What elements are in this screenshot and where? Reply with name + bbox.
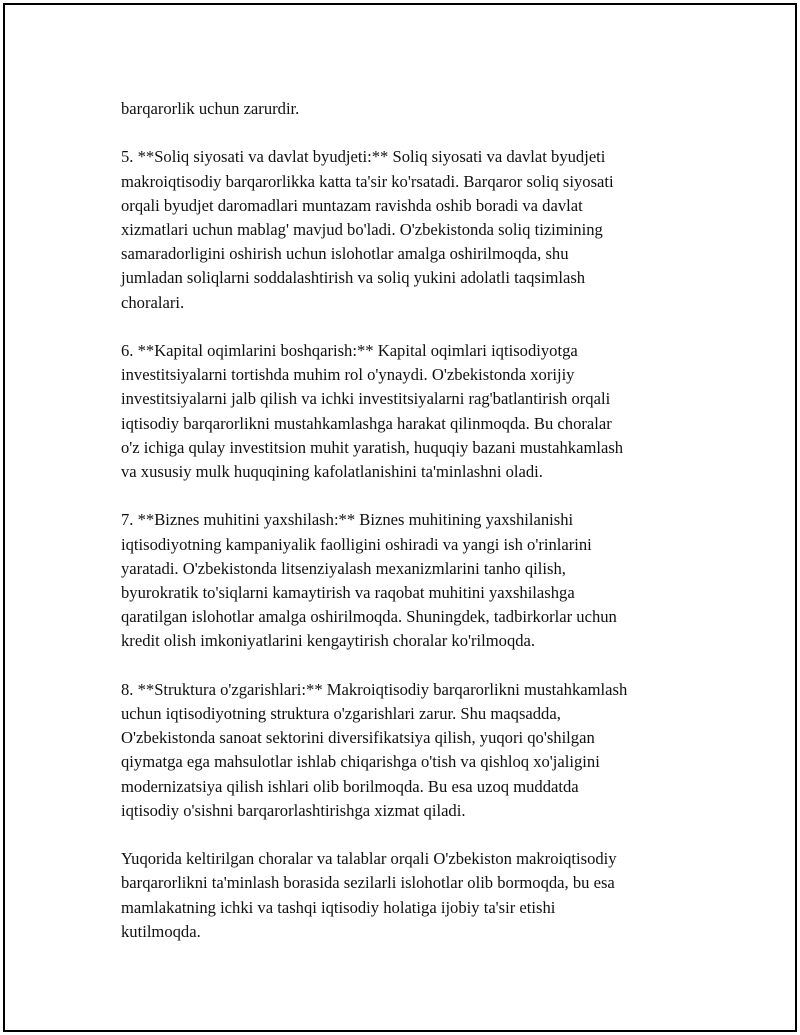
paragraph-item-7 [121,508,696,653]
text-line: O'zbekistonda sanoat sektorini diversifikatsiya qilish, yuqori qo'shilgan [121,728,595,748]
text-line: 8. **Struktura o'zgarishlari:** Makroiqtisodiy barqarorlikni mustahkamlash [121,679,628,699]
text-line: orqali byudjet daromadlari muntazam ravishda oshib boradi va davlat [121,195,583,215]
paragraph-continuation [121,97,696,121]
text-line: byurokratik to'siqlarni kamaytirish va raqobat muhitini yaxshilashga [121,583,575,603]
text-line: qiymatga ega mahsulotlar ishlab chiqarishga o'tish va qishloq xo'jaligini [121,752,600,772]
text-line: qaratilgan islohotlar amalga oshirilmoqda. Shuningdek, tadbirkorlar uchun [121,607,617,627]
paragraph-conclusion [121,847,696,944]
text-line: modernizatsiya qilish ishlari olib borilmoqda. Bu esa uzoq muddatda [121,776,579,796]
text-line: yaratadi. O'zbekistonda litsenziyalash mexanizmlarini tanho qilish, [121,558,566,578]
text-line: va xususiy mulk huquqining kafolatlanishini ta'minlashni oladi. [121,462,543,482]
text-line: 7. **Biznes muhitini yaxshilash:** Biznes muhitining yaxshilanishi [121,510,574,530]
text-line: barqarorlik uchun zarurdir. [121,99,300,118]
text-line: choralari. [121,292,185,312]
text-line: jumladan soliqlarni soddalashtirish va soliq yukini adolatli taqsimlash [121,268,586,288]
text-line: kredit olish imkoniyatlarini kengaytirish choralar ko'rilmoqda. [121,631,536,651]
text-line: samaradorligini oshirish uchun islohotlar amalga oshirilmoqda, shu [121,244,569,264]
text-line: 5. **Soliq siyosati va davlat byudjeti:** Soliq siyosati va davlat byudjeti [121,147,606,167]
text-line: makroiqtisodiy barqarorlikka katta ta'sir ko'rsatadi. Barqaror soliq siyosati [121,171,614,191]
text-line: barqarorlikni ta'minlash borasida sezilarli islohotlar olib bormoqda, bu esa [121,873,615,893]
text-line: o'z ichiga qulay investitsion muhit yaratish, huquqiy bazani mustahkamlash [121,437,624,457]
text-line: uchun iqtisodiyotning struktura o'zgarishlari zarur. Shu maqsadda, [121,704,561,724]
paragraph-item-5 [121,145,696,314]
text-line: 6. **Kapital oqimlarini boshqarish:** Kapital oqimlari iqtisodiyotga [121,341,578,360]
text-line: investitsiyalarni jalb qilish va ichki investitsiyalarni rag'batlantirish orqali [121,389,611,409]
text-line: kutilmoqda. [121,921,201,941]
text-line: iqtisodiyotning kampaniyalik faolligini oshiradi va yangi ish o'rinlarini [121,534,592,554]
paragraph-item-8 [121,678,696,823]
text-line: Yuqorida keltirilgan choralar va talablar orqali O'zbekiston makroiqtisodiy [121,849,617,869]
text-line: xizmatlari uchun mablag' mavjud bo'ladi. O'zbekistonda soliq tizimining [121,220,603,239]
text-line: mamlakatning ichki va tashqi iqtisodiy holatiga ijobiy ta'sir etishi [121,897,556,917]
text-line: investitsiyalarni tortishda muhim rol o'ynaydi. O'zbekistonda xorijiy [121,365,575,385]
text-line: iqtisodiy o'sishni barqarorlashtirishga xizmat qiladi. [121,800,466,820]
paragraph-item-6 [121,339,696,484]
page-frame [3,3,797,1032]
text-line: iqtisodiy barqarorlikni mustahkamlashga harakat qilinmoqda. Bu choralar [121,413,612,433]
document-body [121,97,696,944]
